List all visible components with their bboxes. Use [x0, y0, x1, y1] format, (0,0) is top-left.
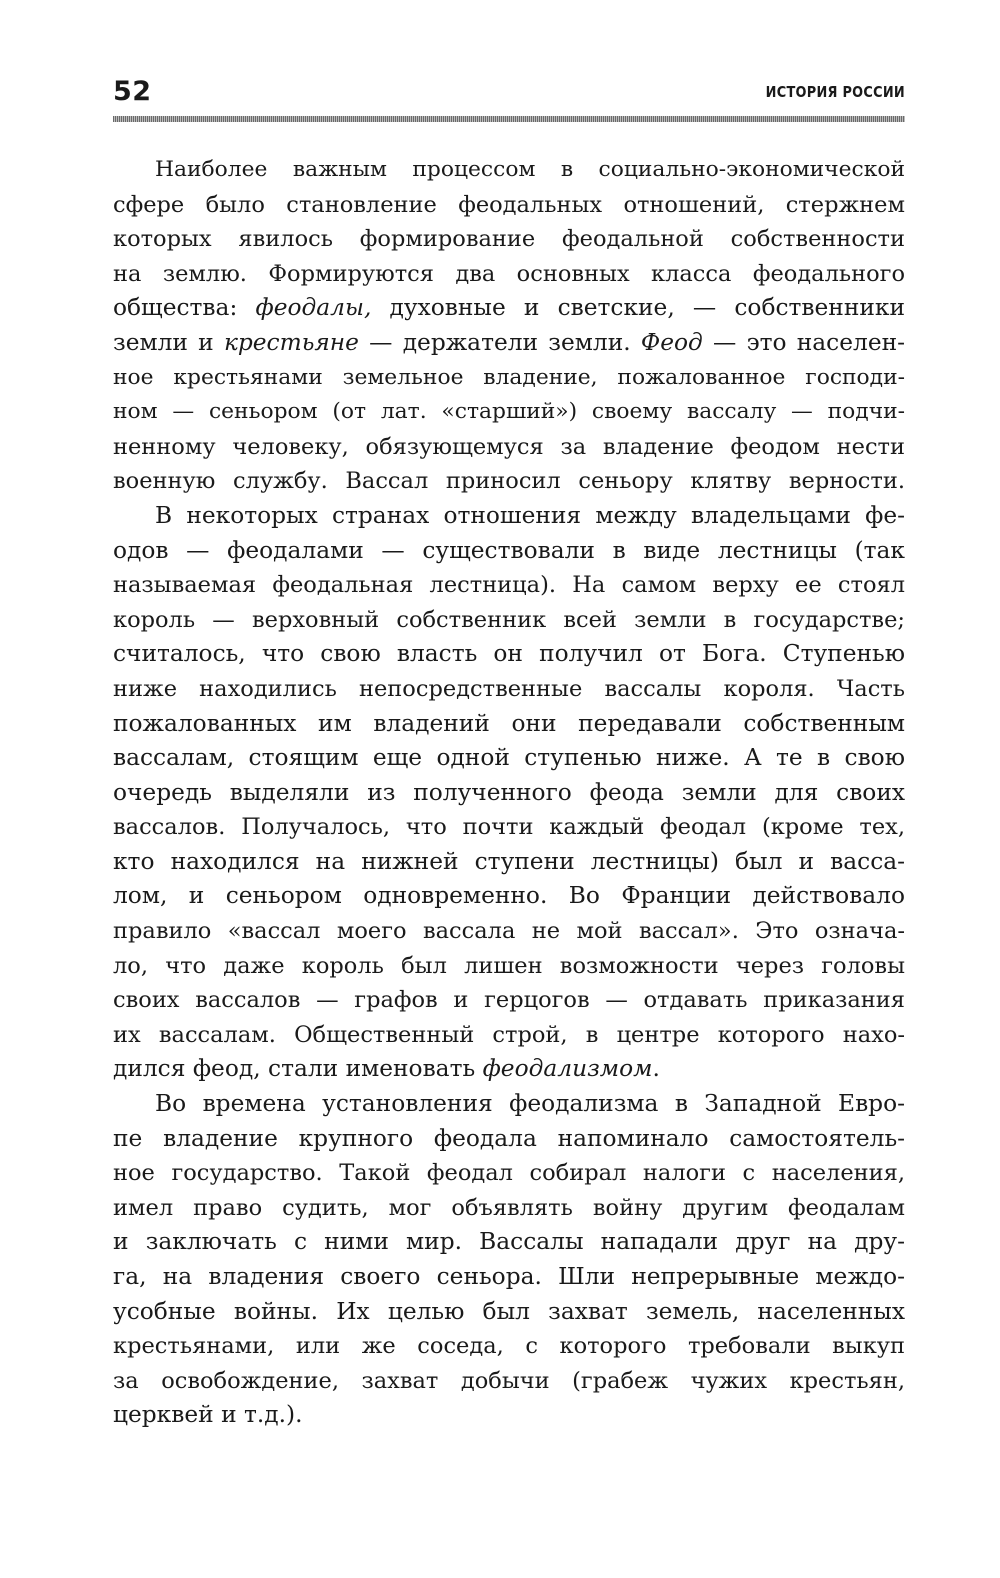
text-line: Наиболее важным процессом в социально-экономической: [155, 157, 905, 182]
text-line: га, на владения своего сеньора. Шли непрерывные междо-: [113, 1263, 905, 1290]
text-line: ниже находились непосредственные вассалы короля. Часть: [113, 675, 905, 702]
text-line: ное государство. Такой феодал собирал налоги с населения,: [113, 1160, 905, 1187]
paragraph: [113, 153, 905, 499]
text-line: общества: феодалы, духовные и светские, — собственники: [113, 294, 905, 322]
text-line: церквей и т.д.).: [113, 1401, 303, 1429]
paragraph: [113, 499, 905, 1087]
header-rule: [113, 116, 905, 122]
text-line: дился феод, стали именовать феодализмом.: [113, 1055, 660, 1083]
text-line: которых явилось формирование феодальной собственности: [113, 226, 905, 253]
page-number: 52: [113, 76, 152, 107]
text-line: считалось, что свою власть он получил от Бога. Ступенью: [113, 640, 905, 668]
text-line: имел право судить, мог объявлять войну другим феодалам: [113, 1194, 905, 1221]
italic-term: Феод: [640, 328, 703, 356]
text-line: Во времена установления феодализма в Западной Евро-: [155, 1090, 905, 1118]
text-line: очередь выделяли из полученного феода земли для своих: [113, 778, 905, 806]
italic-term: крестьяне: [223, 328, 359, 356]
text-line: одов — феодалами — существовали в виде лестницы (так: [113, 536, 905, 564]
text-line: ное крестьянами земельное владение, пожалованное господи-: [113, 364, 905, 390]
text-line: их вассалам. Общественный строй, в центре которого нахо-: [113, 1021, 905, 1048]
text-line: на землю. Формируются два основных класса феодального: [113, 260, 905, 287]
text-line: правило «вассал моего вассала не мой вассал». Это означа-: [113, 918, 905, 945]
text-line: пе владение крупного феодала напоминало самостоятель-: [113, 1124, 905, 1152]
text-line: пожалованных им владений они передавали собственным: [113, 709, 905, 737]
text-line: земли и крестьяне — держатели земли. Феод — это населен-: [113, 328, 906, 356]
text-line: вассалам, стоящим еще одной ступенью ниже. А те в свою: [113, 744, 905, 772]
text-line: ном — сеньором (от лат. «старший») своему вассалу — подчи-: [113, 399, 905, 425]
text-line: за освобождение, захват добычи (грабеж чужих крестьян,: [113, 1367, 905, 1394]
italic-term: феодализмом: [482, 1055, 653, 1083]
text-line: усобные войны. Их целью был захват земель, населенных: [113, 1297, 905, 1325]
text-line: крестьянами, или же соседа, с которого требовали выкуп: [113, 1333, 905, 1360]
text-line: лом, и сеньором одновременно. Во Франции действовало: [113, 882, 905, 910]
text-line: военную службу. Вассал приносил сеньору клятву верности.: [113, 468, 905, 495]
text-line: вассалов. Получалось, что почти каждый феодал (кроме тех,: [113, 814, 905, 841]
text-line: В некоторых странах отношения между владельцами фе-: [155, 501, 905, 529]
paragraph: [113, 1087, 905, 1433]
italic-term: феодалы,: [255, 294, 372, 322]
body-text: [113, 153, 905, 1433]
text-line: ло, что даже король был лишен возможности через головы: [113, 952, 905, 979]
text-line: ненному человеку, обязующемуся за владение феодом нести: [113, 433, 905, 460]
text-line: кто находился на нижней ступени лестницы) был и васса-: [113, 847, 905, 875]
page-header: [113, 74, 905, 114]
text-line: своих вассалов — графов и герцогов — отдавать приказания: [113, 987, 905, 1014]
running-head: ИСТОРИЯ РОССИИ: [765, 83, 905, 101]
text-line: король — верховный собственник всей земли в государстве;: [113, 606, 905, 633]
text-line: сфере было становление феодальных отношений, стержнем: [113, 191, 905, 218]
text-line: называемая феодальная лестница). На самом верху ее стоял: [113, 572, 905, 599]
text-line: и заключать с ними мир. Вассалы нападали друг на дру-: [113, 1228, 905, 1256]
